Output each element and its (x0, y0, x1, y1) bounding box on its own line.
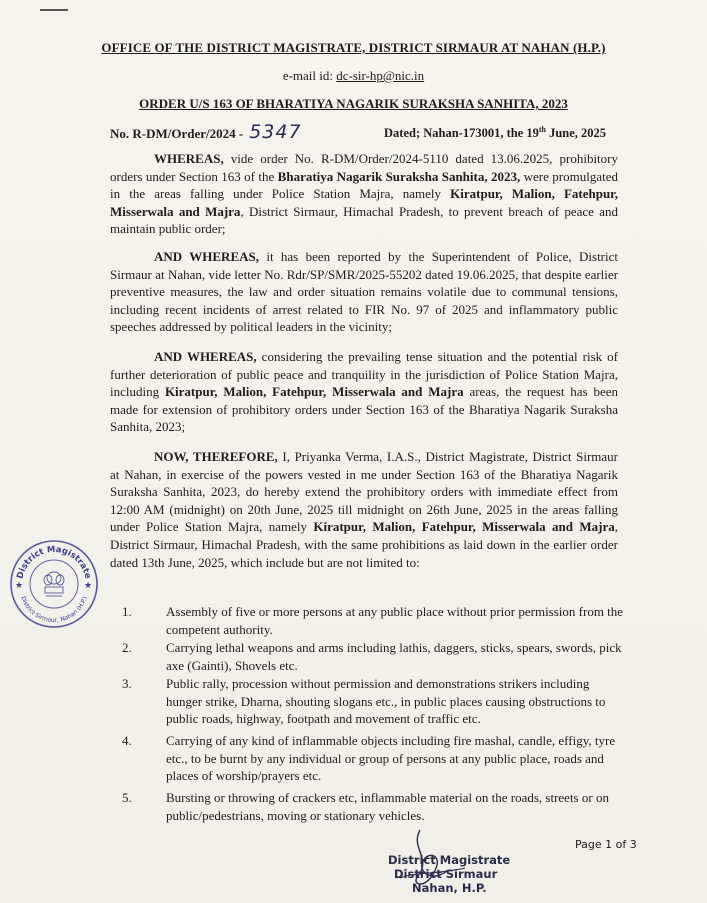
paragraph-text: areas, the request has been made for extension of prohibitory orders under Section 163 of the Bharatiya Nagarik Suraksha Sanhita, 2023; (110, 384, 618, 435)
order-number-printed: No. R-DM/Order/2024 - (110, 126, 244, 141)
signature-district: District Sirmaur (394, 867, 498, 881)
email-line (0, 68, 707, 84)
order-title: ORDER U/S 163 OF BHARATIYA NAGARIK SURAKSHA SANHITA, 2023 (139, 96, 568, 111)
paragraph-text: I, Priyanka Verma, I.A.S., District Magistrate, District Sirmaur at Nahan, in exercise of the powers vested in me under Section 163 of the Bharatiya Nagarik Suraksha Sanhita, 2023, do hereby extend the prohibitory orders with immediate effect from 12:00 AM (midnight) on 20th June, 2025 till midnight on 26th June, 2025 in the areas falling under Police Station Majra, namely (110, 449, 618, 535)
emblem-icon (44, 572, 64, 596)
order-number (110, 121, 302, 143)
paragraph-lead: WHEREAS, (154, 151, 224, 166)
email-label: e-mail id: (282, 68, 337, 83)
paragraph-text: , District Sirmaur, Himachal Pradesh, with the same prohibitions as laid down in the earlier order dated 13th June, 2025, which include but are not limited to: (110, 519, 618, 570)
top-mark (40, 9, 68, 11)
paragraph-text: Bharatiya Nagarik Suraksha Sanhita, 2023, (277, 168, 521, 184)
paragraph-and-whereas-2 (110, 348, 618, 436)
email-link[interactable]: dc-sir-hp@nic.in (336, 68, 425, 83)
seal-star-left-icon: ★ (15, 580, 24, 590)
page-number: Page 1 of 3 (575, 838, 637, 851)
seal-bottom-text: District Sirmour, Nahan (H.P.) (19, 595, 89, 625)
paragraph-lead: AND WHEREAS, (154, 249, 259, 264)
paragraph-text: Kiratpur, Malion, Fatehpur, Misserwala and Majra (110, 186, 619, 219)
paragraph-text: Kiratpur, Malion, Fatehpur, Misserwala and Majra (164, 384, 464, 400)
document-page: OFFICE OF THE DISTRICT MAGISTRATE, DISTRICT SIRMAUR AT NAHAN (H.P.) e-mail id: dc-sir-hp@nic.in ORDER U/S 163 OF BHARATIYA NAGARIK SURAKSHA SANHITA, 2023 No. R-DM/Order/2024 - 5347 Dated; Nahan-173001, the 19th June, 2025 WHEREAS, vide order No. R-DM/Order/2024-5110 dated 13.06.2025, prohibitory orders under Section 163 of the Bharatiya Nagarik Suraksha Sanhita, 2023, were promulgated in the areas falling under Police Station Majra, namely Kiratpur, Malion, Fatehpur, Misserwala and Majra, District Sirmaur, Himachal Pradesh, to prevent breach of peace and maintain public order; AND WHEREAS, it has been reported by the Superintendent of Police, District Sirmaur at Nahan, vide letter No. Rdr/SP/SMR/2025-55202 dated 19.06.2025, that despite earlier preventive measures, the law and order situation remains volatile due to communal tensions, including recent incidents of arrest related to FIR No. 97 of 2025 and inflammatory public speeches addressed by political leaders in the vicinity; AND WHEREAS, considering the prevailing tense situation and the potential risk of further deterioration of public peace and tranquility in the jurisdiction of Police Station Majra, including Kiratpur, Malion, Fatehpur, Misserwala and Majra areas, the request has been made for extension of prohibitory orders under Section 163 of the Bharatiya Nagarik Suraksha Sanhita, 2023; NOW, THEREFORE, I, Priyanka Verma, I.A.S., District Magistrate, District Sirmaur at Nahan, in exercise of the powers vested in me under Section 163 of the Bharatiya Nagarik Suraksha Sanhita, 2023, do hereby extend the prohibitory orders with immediate effect from 12:00 AM (midnight) on 20th June, 2025 till midnight on 26th June, 2025 in the areas falling under Police Station Majra, namely Kiratpur, Malion, Fatehpur, Misserwala and Majra, District Sirmaur, Himachal Pradesh, with the same prohibitions as laid down in the earlier order dated 13th June, 2025, which include but are not limited to: 1. Assembly of five or more persons at any public place without prior permission from the competent authority. 2. Carrying lethal weapons and arms including lathis, daggers, sticks, spears, swords, pick axe (Gainti), Shovels etc. 3. Public rally, procession without permission and demonstrations strikers including hunger strike, Dharna, shouting slogans etc., in public places causing obstructions to public roads, highway, footpath and movement of traffic etc. 4. Carrying of any kind of inflammable objects including fire mashal, candle, effigy, tyre etc., to be burnt by any individual or group of persons at any public place, roads and places of worship/prayers etc. 5. Bursting or throwing of crackers etc, inflammable material on the roads, streets or on public/pedestrians, moving or stationary vehicles. Page 1 of 3 District Magistrate District Sirmaur Nahan, H.P. District Magistrate District Sirmour, Nahan (H.P.) ★ ★ (0, 0, 707, 903)
paragraph-text: considering the prevailing tense situation and the potential risk of further deterioration of public peace and tranquility in the jurisdiction of Police Station Majra, including (110, 349, 618, 400)
official-seal-stamp (8, 538, 100, 630)
order-number-handwritten: 5347 (249, 121, 302, 143)
paragraph-text: Kiratpur, Malion, Fatehpur, Misserwala and Majra (313, 519, 615, 535)
paragraph-whereas (110, 150, 618, 238)
signature-block (388, 853, 510, 895)
signature-place: Nahan, H.P. (412, 881, 487, 895)
paragraph-lead: AND WHEREAS, (154, 349, 257, 364)
office-heading: OFFICE OF THE DISTRICT MAGISTRATE, DISTRICT SIRMAUR AT NAHAN (H.P.) (101, 40, 606, 55)
paragraph-now-therefore (110, 448, 618, 571)
paragraph-text: it has been reported by the Superintendent of Police, District Sirmaur at Nahan, vide letter No. Rdr/SP/SMR/2025-55202 dated 19.06.2025, that despite earlier preventive measures, the law and order situation remains volatile due to communal tensions, including recent incidents of arrest related to FIR No. 97 of 2025 and inflammatory public speeches addressed by political leaders in the vicinity; (110, 249, 619, 335)
seal-star-right-icon: ★ (84, 580, 93, 590)
paragraph-lead: NOW, THEREFORE, (154, 449, 278, 464)
paragraph-text: , District Sirmaur, Himachal Pradesh, to prevent breach of peace and maintain public order; (110, 203, 618, 237)
signature-title: District Magistrate (388, 853, 511, 867)
date-prefix: Dated; Nahan-173001, the 19 (384, 126, 539, 141)
order-date (384, 125, 606, 141)
date-sup: th (538, 125, 546, 134)
paragraph-and-whereas-1 (110, 248, 618, 336)
seal-top-text: District Magistrate (15, 544, 93, 580)
date-suffix: June, 2025 (545, 126, 607, 141)
paragraph-text: vide order No. R-DM/Order/2024-5110 dated 13.06.2025, prohibitory orders under Section 163 of the (110, 151, 618, 184)
paragraph-text: were promulgated in the areas falling under Police Station Majra, namely (110, 168, 619, 202)
